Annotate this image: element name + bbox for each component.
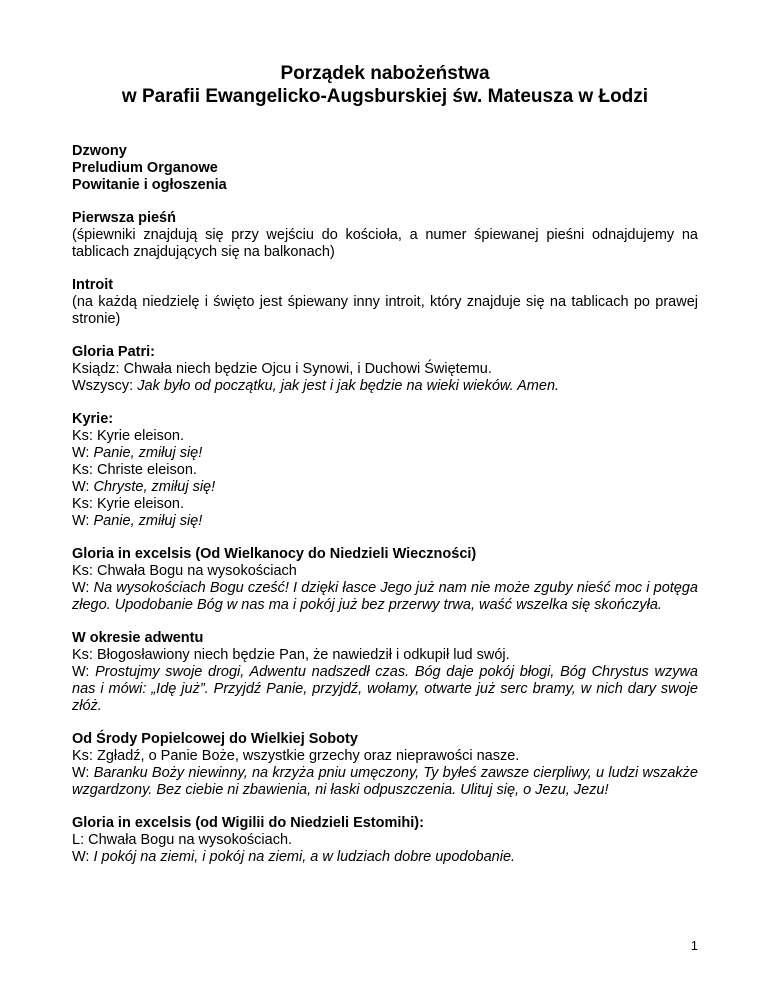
kyrie-section	[72, 411, 698, 530]
liturgy-paragraph	[72, 664, 698, 715]
section-heading: Gloria Patri:	[72, 344, 155, 360]
response-text: Panie, zmiłuj się!	[93, 513, 203, 529]
speaker-label: Ks:	[72, 647, 97, 663]
speaker-label: Ks:	[72, 462, 97, 478]
response-text: I pokój na ziemi, i pokój na ziemi, a w ludziach dobre upodobanie.	[93, 849, 516, 865]
speaker-label: Ks:	[72, 428, 97, 444]
liturgy-line	[72, 647, 698, 664]
response-text: Chwała Bogu na wysokościach.	[88, 832, 293, 848]
response-text: Baranku Boży niewinny, na krzyża pniu umęczony, Ty byłeś zawsze cierpliwy, u ludzi wszakże wzgardzony. Bez ciebie ni zbawienia, ni łaski odpuszczenia. Ulituj się, o Jezu, Jezu!	[72, 765, 698, 798]
section-heading: Kyrie:	[72, 411, 114, 427]
intro-item-powitanie: Powitanie i ogłoszenia	[72, 177, 227, 193]
speaker-label: W:	[72, 765, 94, 781]
speaker-label: Ks:	[72, 748, 97, 764]
response-text: Kyrie eleison.	[96, 496, 185, 512]
section-heading: Gloria in excelsis (Od Wielkanocy do Niedzieli Wieczności)	[72, 546, 477, 562]
document-page	[72, 62, 698, 882]
document-title	[72, 62, 698, 108]
section-heading: Pierwsza pieśń	[72, 210, 176, 226]
section-heading: W okresie adwentu	[72, 630, 204, 646]
title-line-2: w Parafii Ewangelicko-Augsburskiej św. Mateusza w Łodzi	[121, 86, 649, 107]
introit-section	[72, 277, 698, 328]
speaker-label: Ksiądz:	[72, 361, 124, 377]
speaker-label: W:	[72, 479, 94, 495]
response-text: Christe eleison.	[96, 462, 197, 478]
speaker-label: W:	[72, 580, 94, 596]
speaker-label: W:	[72, 664, 96, 680]
liturgy-line	[72, 832, 698, 849]
adwent-section	[72, 630, 698, 715]
speaker-label: W:	[72, 445, 94, 461]
response-text: Prostujmy swoje drogi, Adwentu nadszedł czas. Bóg daje pokój błogi, Bóg Chrystus wzywa nas i mówi: „Idę już”. Przyjdź Panie, przyjdź, wołamy, otwarte już serc bramy, w nich dary swoje złóż.	[72, 664, 698, 714]
gloria-wielkanoc-section	[72, 546, 698, 614]
speaker-label: W:	[72, 849, 94, 865]
speaker-label: Ks:	[72, 496, 97, 512]
liturgy-line	[72, 378, 698, 395]
speaker-label: Wszyscy:	[72, 378, 138, 394]
response-text: Chwała niech będzie Ojcu i Synowi, i Duchowi Świętemu.	[123, 361, 492, 377]
response-text: Zgładź, o Panie Boże, wszystkie grzechy oraz nieprawości nasze.	[96, 748, 520, 764]
section-heading: Od Środy Popielcowej do Wielkiej Soboty	[72, 731, 358, 747]
page-number: 1	[690, 938, 698, 953]
liturgy-line	[72, 496, 698, 513]
response-text: Kyrie eleison.	[96, 428, 185, 444]
gloria-wigilia-section	[72, 815, 698, 866]
speaker-label: Ks:	[72, 563, 97, 579]
liturgy-paragraph	[72, 580, 698, 614]
liturgy-line	[72, 361, 698, 378]
liturgy-line	[72, 748, 698, 765]
speaker-label: L:	[72, 832, 89, 848]
liturgy-line	[72, 849, 698, 866]
intro-item-preludium: Preludium Organowe	[72, 160, 218, 176]
response-text: Na wysokościach Bogu cześć! I dzięki łasce Jego już nam nie może zguby nieść moc i potęga złego. Upodobanie Bóg w nas ma i pokój już bez przerwy trwa, waść wszelka się skończyła.	[72, 580, 698, 613]
section-text: (śpiewniki znajdują się przy wejściu do kościoła, a numer śpiewanej pieśni odnajdujemy na tablicach znajdujących się na balkonach)	[72, 227, 698, 260]
response-text: Chryste, zmiłuj się!	[93, 479, 216, 495]
response-text: Jak było od początku, jak jest i jak będzie na wieki wieków. Amen.	[137, 378, 560, 394]
section-text: (na każdą niedzielę i święto jest śpiewany inny introit, który znajduje się na tablicach po prawej stronie)	[72, 294, 698, 327]
liturgy-line	[72, 479, 698, 496]
intro-section	[72, 143, 698, 194]
liturgy-line	[72, 445, 698, 462]
speaker-label: W:	[72, 513, 94, 529]
intro-item-dzwony: Dzwony	[72, 143, 127, 159]
liturgy-line	[72, 462, 698, 479]
response-text: Chwała Bogu na wysokościach	[96, 563, 297, 579]
section-heading: Introit	[72, 277, 114, 293]
liturgy-paragraph	[72, 765, 698, 799]
liturgy-line	[72, 563, 698, 580]
response-text: Panie, zmiłuj się!	[93, 445, 203, 461]
title-line-1: Porządek nabożeństwa	[280, 63, 490, 84]
liturgy-line	[72, 513, 698, 530]
popielec-section	[72, 731, 698, 799]
gloria-patri-section	[72, 344, 698, 395]
liturgy-line	[72, 428, 698, 445]
response-text: Błogosławiony niech będzie Pan, że nawiedził i odkupił lud swój.	[96, 647, 510, 663]
pierwsza-piesn-section	[72, 210, 698, 261]
section-heading: Gloria in excelsis (od Wigilii do Niedzieli Estomihi):	[72, 815, 424, 831]
